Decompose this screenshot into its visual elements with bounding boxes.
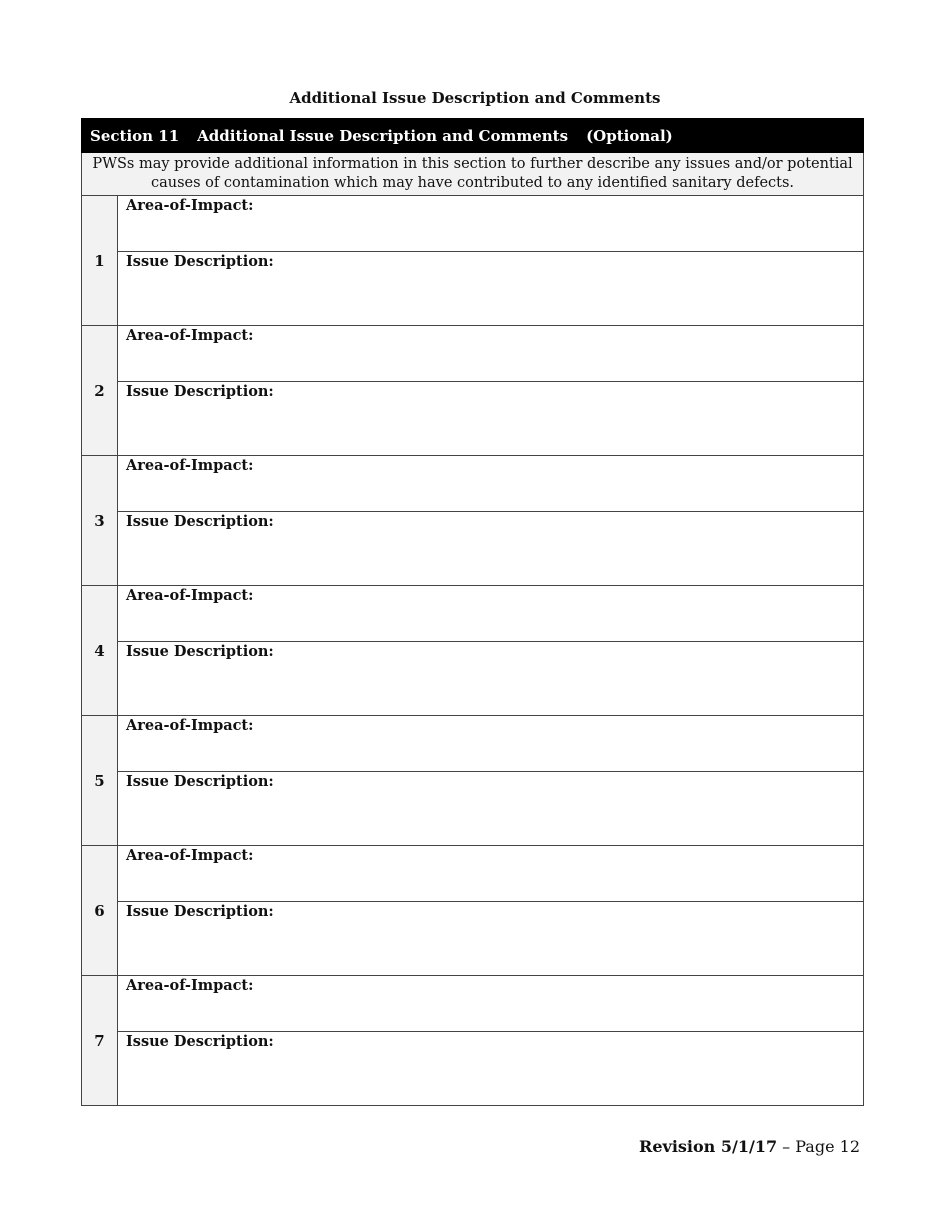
entry-row-issue xyxy=(82,1032,864,1106)
area-of-impact-label: Area-of-Impact: xyxy=(126,197,254,214)
entry-row-issue xyxy=(82,252,864,326)
issue-description-label: Issue Description: xyxy=(126,1033,274,1050)
entry-number: 1 xyxy=(82,196,118,326)
area-of-impact-label: Area-of-Impact: xyxy=(126,587,254,604)
entry-number: 2 xyxy=(82,326,118,456)
footer-separator: – xyxy=(777,1137,796,1156)
area-of-impact-field[interactable] xyxy=(118,846,864,902)
section-11-form xyxy=(81,118,864,1106)
entry-row-issue xyxy=(82,902,864,976)
entry-row-issue xyxy=(82,642,864,716)
entry-number: 5 xyxy=(82,716,118,846)
entries-body xyxy=(82,196,864,1106)
entry-row xyxy=(82,586,864,642)
issue-description-field[interactable] xyxy=(118,382,864,456)
area-of-impact-field[interactable] xyxy=(118,976,864,1032)
area-of-impact-field[interactable] xyxy=(118,586,864,642)
area-of-impact-label: Area-of-Impact: xyxy=(126,457,254,474)
entry-row-issue xyxy=(82,512,864,586)
entry-row xyxy=(82,716,864,772)
issue-description-field[interactable] xyxy=(118,772,864,846)
section-number: Section 11 xyxy=(90,126,180,145)
issue-description-field[interactable] xyxy=(118,252,864,326)
entry-number: 4 xyxy=(82,586,118,716)
entry-row xyxy=(82,326,864,382)
area-of-impact-field[interactable] xyxy=(118,456,864,512)
issue-description-label: Issue Description: xyxy=(126,773,274,790)
page-footer xyxy=(639,1137,860,1156)
issue-description-label: Issue Description: xyxy=(126,253,274,270)
issue-description-label: Issue Description: xyxy=(126,383,274,400)
area-of-impact-field[interactable] xyxy=(118,326,864,382)
entry-number: 3 xyxy=(82,456,118,586)
entry-row xyxy=(82,196,864,252)
revision-label: Revision 5/1/17 xyxy=(639,1137,778,1156)
issue-description-label: Issue Description: xyxy=(126,513,274,530)
entry-row xyxy=(82,846,864,902)
issue-description-label: Issue Description: xyxy=(126,903,274,920)
entry-number: 6 xyxy=(82,846,118,976)
section-title: Additional Issue Description and Comments xyxy=(197,126,569,145)
entry-row xyxy=(82,456,864,512)
intro-text: PWSs may provide additional information in this section to further describe any issues and/or potential causes of contamination which may have contributed to any identified sanitary defects. xyxy=(82,153,864,196)
issue-description-field[interactable] xyxy=(118,1032,864,1106)
issue-description-field[interactable] xyxy=(118,512,864,586)
intro-row xyxy=(82,153,864,196)
issue-description-field[interactable] xyxy=(118,642,864,716)
issue-description-label: Issue Description: xyxy=(126,643,274,660)
entry-number: 7 xyxy=(82,976,118,1106)
area-of-impact-field[interactable] xyxy=(118,716,864,772)
issue-description-field[interactable] xyxy=(118,902,864,976)
area-of-impact-label: Area-of-Impact: xyxy=(126,977,254,994)
section-qualifier: (Optional) xyxy=(586,126,673,145)
area-of-impact-label: Area-of-Impact: xyxy=(126,717,254,734)
page-number: Page 12 xyxy=(795,1137,860,1156)
area-of-impact-label: Area-of-Impact: xyxy=(126,847,254,864)
area-of-impact-field[interactable] xyxy=(118,196,864,252)
area-of-impact-label: Area-of-Impact: xyxy=(126,327,254,344)
section-header xyxy=(82,119,864,153)
entry-row xyxy=(82,976,864,1032)
page-title: Additional Issue Description and Comments xyxy=(289,89,661,107)
entry-row-issue xyxy=(82,772,864,846)
entry-row-issue xyxy=(82,382,864,456)
